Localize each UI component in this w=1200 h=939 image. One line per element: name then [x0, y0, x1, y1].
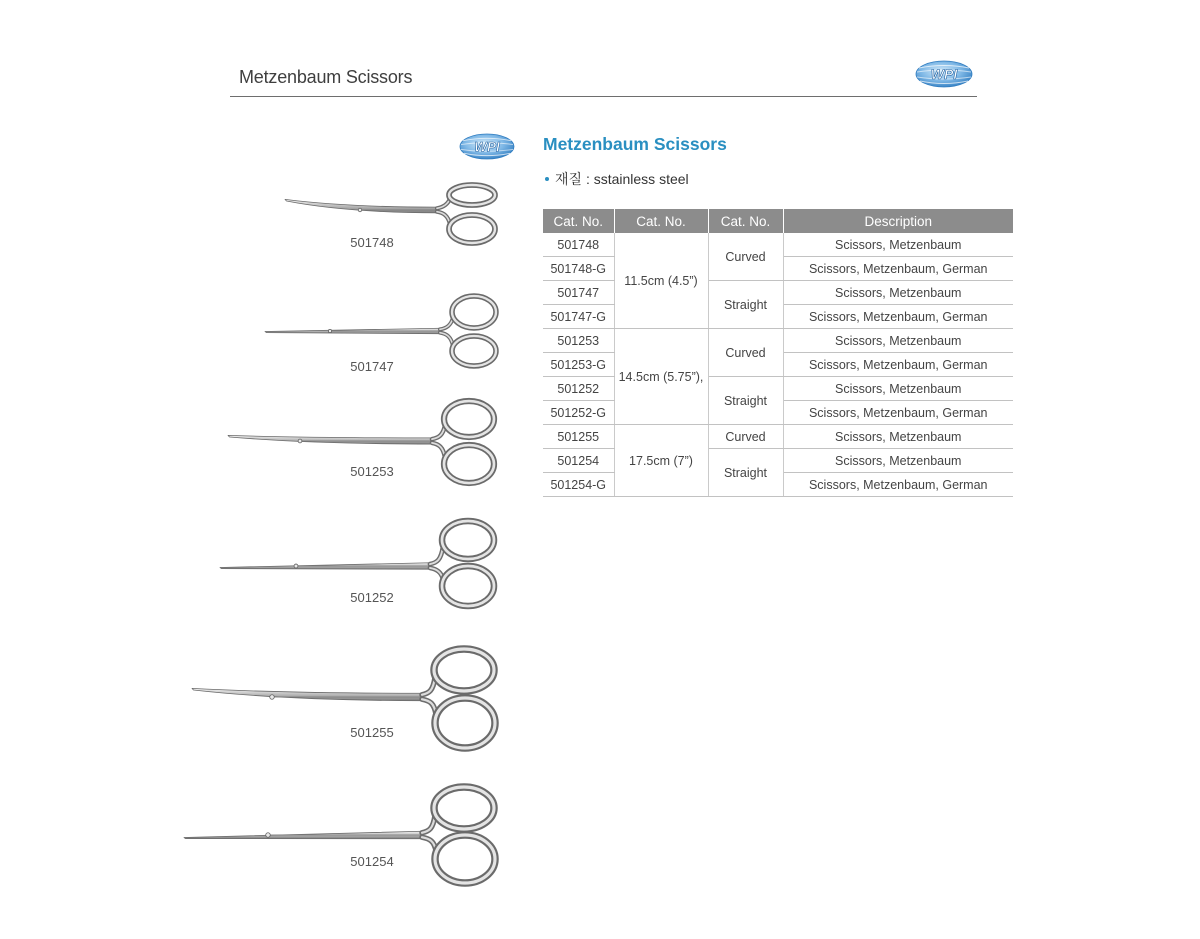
product-cat-label: 501748	[350, 235, 394, 250]
table-header-row	[543, 209, 1013, 233]
table-row	[543, 449, 1013, 473]
scissors-ring-highlight	[435, 698, 495, 748]
cell-cat-no: 501253	[543, 329, 614, 353]
cell-description: Scissors, Metzenbaum, German	[783, 353, 1013, 377]
scissors-ring-highlight	[442, 521, 494, 559]
cell-cat-no: 501252	[543, 377, 614, 401]
scissors-ring-highlight	[434, 649, 494, 691]
cell-cat-no: 501748	[543, 233, 614, 257]
scissors-pivot-screw	[298, 439, 302, 443]
table-row	[543, 329, 1013, 353]
cell-cat-no: 501254-G	[543, 473, 614, 497]
cell-cat-no: 501747	[543, 281, 614, 305]
cell-cat-no: 501252-G	[543, 401, 614, 425]
cell-type: Curved	[708, 233, 783, 281]
cell-description: Scissors, Metzenbaum	[783, 233, 1013, 257]
cell-description: Scissors, Metzenbaum, German	[783, 473, 1013, 497]
product-title: Metzenbaum Scissors	[543, 134, 727, 154]
scissors-blade	[192, 688, 422, 700]
cell-description: Scissors, Metzenbaum, German	[783, 305, 1013, 329]
scissors-image	[176, 779, 505, 893]
cell-cat-no: 501748-G	[543, 257, 614, 281]
scissors-pivot-screw	[266, 833, 271, 838]
cell-description: Scissors, Metzenbaum, German	[783, 401, 1013, 425]
scissors-ring-highlight	[452, 296, 496, 328]
header-divider	[230, 96, 977, 97]
scissors-ring-highlight	[449, 215, 495, 243]
cell-cat-no: 501747-G	[543, 305, 614, 329]
cell-description: Scissors, Metzenbaum	[783, 377, 1013, 401]
scissors-ring-highlight	[435, 835, 495, 883]
scissors-ring-highlight	[452, 336, 496, 366]
wpi-logo	[459, 133, 515, 160]
scissors-ring-highlight	[444, 445, 494, 483]
scissors-blade	[228, 435, 432, 444]
material-line	[543, 170, 689, 188]
spec-table	[543, 209, 1013, 497]
cell-cat-no: 501253-G	[543, 353, 614, 377]
table-row	[543, 377, 1013, 401]
wpi-logo	[915, 60, 973, 88]
cell-type: Curved	[708, 329, 783, 377]
cell-type: Straight	[708, 377, 783, 425]
product-cat-label: 501747	[350, 359, 394, 374]
page-title: Metzenbaum Scissors	[239, 67, 413, 87]
cell-description: Scissors, Metzenbaum	[783, 425, 1013, 449]
cell-size: 14.5cm (5.75”),	[614, 329, 708, 425]
table-row	[543, 281, 1013, 305]
wpi-logo-text: WPI	[474, 139, 500, 155]
scissors-ring-highlight	[442, 566, 494, 606]
cell-type: Straight	[708, 449, 783, 497]
cell-description: Scissors, Metzenbaum	[783, 281, 1013, 305]
product-cat-label: 501252	[350, 590, 394, 605]
product-cat-label: 501253	[350, 464, 394, 479]
header-size: Cat. No.	[614, 209, 708, 233]
scissors-image	[184, 642, 505, 758]
header-description: Description	[783, 209, 1013, 233]
scissors-ring-highlight	[434, 787, 494, 829]
cell-description: Scissors, Metzenbaum, German	[783, 257, 1013, 281]
scissors-ring-highlight	[444, 401, 494, 437]
wpi-logo-text: WPI	[930, 66, 958, 82]
scissors-pivot-screw	[328, 329, 331, 332]
scissors-pivot-screw	[294, 564, 298, 568]
cell-cat-no: 501255	[543, 425, 614, 449]
product-cat-label: 501255	[350, 725, 394, 740]
cell-size: 17.5cm (7”)	[614, 425, 708, 497]
table-row	[543, 425, 1013, 449]
scissors-pivot-screw	[358, 208, 361, 211]
material-text: 재질 : sstainless steel	[555, 171, 689, 187]
cell-size: 11.5cm (4.5”)	[614, 233, 708, 329]
header-cat-no: Cat. No.	[543, 209, 614, 233]
table-row	[543, 233, 1013, 257]
cell-cat-no: 501254	[543, 449, 614, 473]
header-type: Cat. No.	[708, 209, 783, 233]
scissors-ring-highlight	[449, 185, 495, 205]
bullet-dot-icon	[545, 177, 549, 181]
cell-type: Straight	[708, 281, 783, 329]
cell-description: Scissors, Metzenbaum	[783, 449, 1013, 473]
cell-type: Curved	[708, 425, 783, 449]
product-cat-label: 501254	[350, 854, 394, 869]
cell-description: Scissors, Metzenbaum	[783, 329, 1013, 353]
scissors-pivot-screw	[270, 695, 275, 700]
